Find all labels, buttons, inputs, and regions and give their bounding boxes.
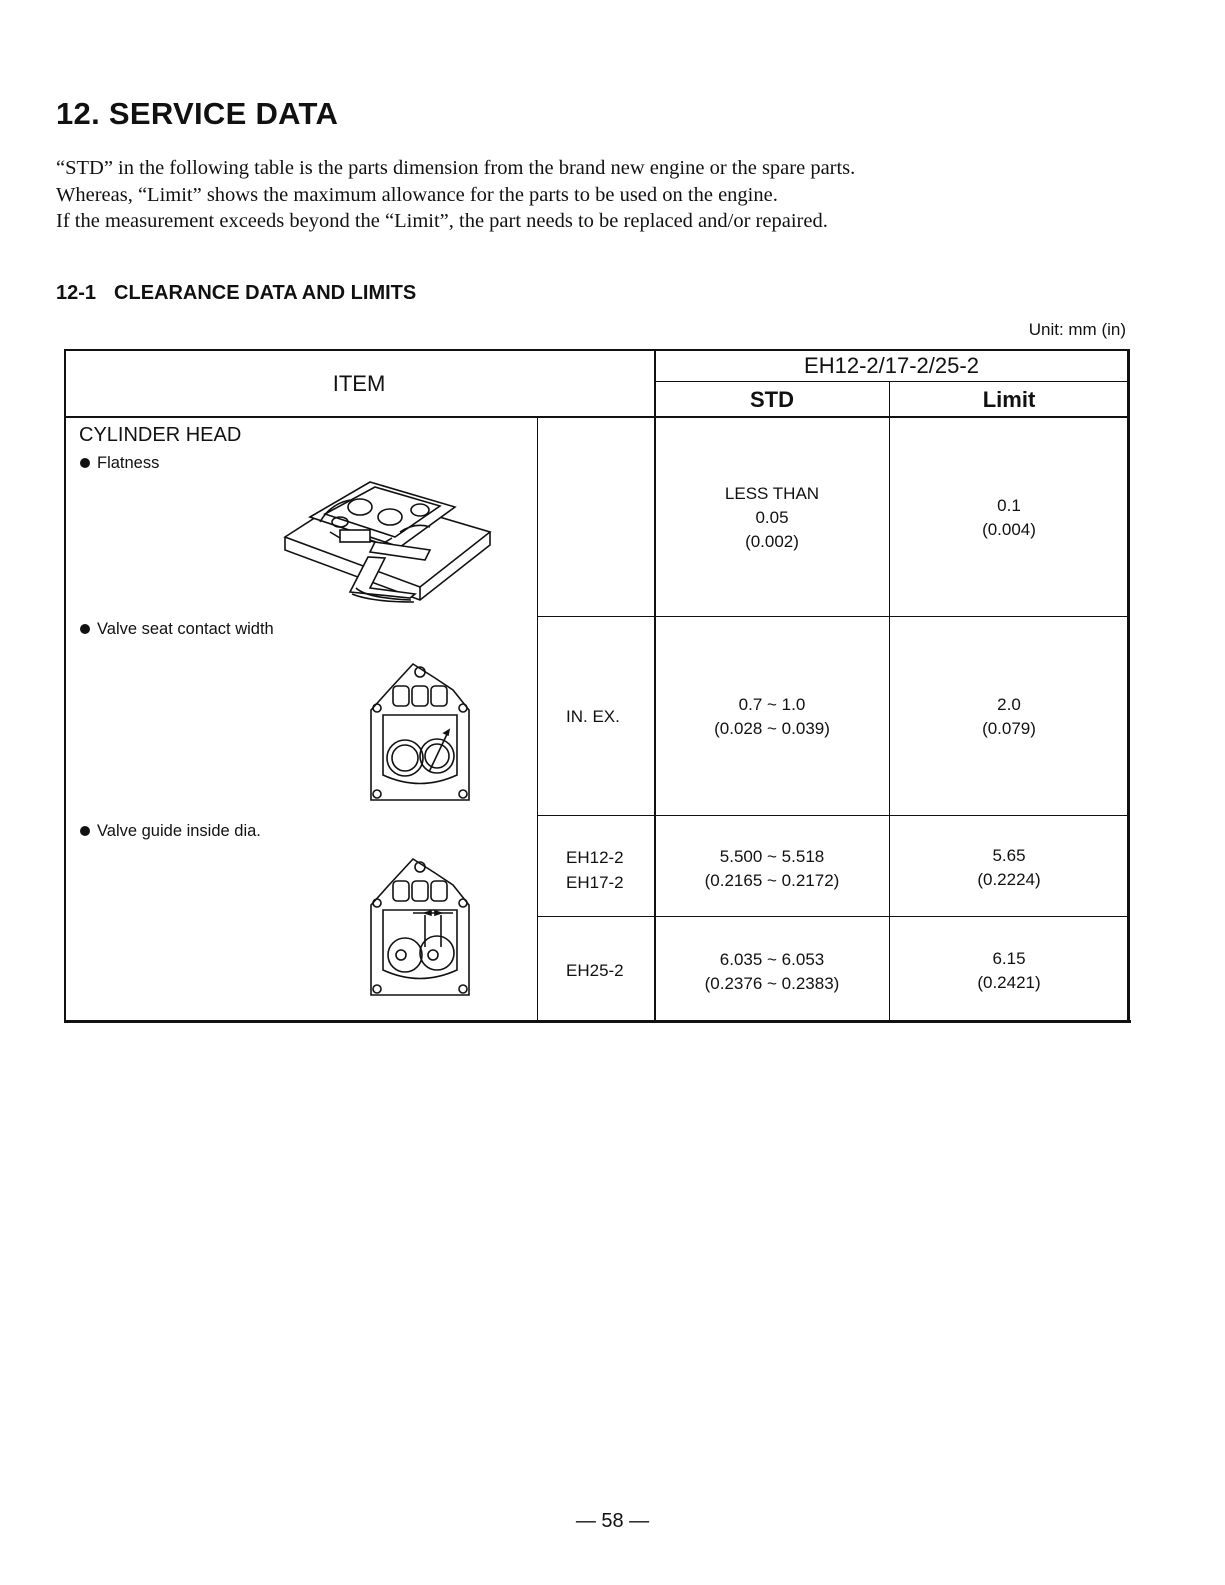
unit-note: Unit: mm (in) [1028,320,1126,339]
intro-line-replace: If the measurement exceeds beyond the “Limit”, the part needs to be replaced and/or repaired. [56,210,828,232]
row-line-2 [537,815,1129,816]
limit-valve-guide-small [890,844,1128,892]
intro-paragraph [56,155,1156,235]
table-border-left [64,349,66,1023]
row-line-3 [537,916,1129,917]
std-valve-seat-line1: 0.7 ~ 1.0 [738,695,806,714]
limit-valve-seat-line1: 2.0 [997,695,1021,714]
table-border-bottom [66,1020,1131,1023]
limit-valve-guide-large-line1: 6.15 [992,949,1026,968]
std-valve-seat-line2: (0.028 ~ 0.039) [714,719,830,738]
item-flatness [80,454,159,473]
std-valve-guide-large [655,948,889,996]
header-model: EH12-2/17-2/25-2 [804,353,979,378]
col-divider-sub [537,417,538,1023]
group-cylinder-head: CYLINDER HEAD [79,424,242,446]
std-valve-guide-small-line1: 5.500 ~ 5.518 [719,847,825,866]
sub-eh25: EH25-2 [566,961,624,980]
std-flatness-line2: 0.05 [755,508,789,527]
item-valve-seat [80,620,274,639]
limit-valve-seat-line2: (0.079) [982,719,1036,738]
intro-line-limit: Whereas, “Limit” shows the maximum allowance for the parts to be used on the engine. [56,183,778,206]
std-flatness [655,482,889,554]
cylinder-head-flatness-figure [280,462,495,612]
sub-eh12: EH12-2 [566,848,624,867]
item-valve-guide [80,822,261,841]
header-model-line [654,381,1128,382]
limit-valve-seat [890,693,1128,741]
limit-valve-guide-small-line1: 5.65 [992,846,1026,865]
intro-line-std: “STD” in the following table is the parts dimension from the brand new engine or the spare parts. [56,157,856,179]
header-item: ITEM [332,371,386,396]
section-number: 12-1 [56,282,97,304]
section-heading [56,282,416,305]
limit-valve-guide-small-line2: (0.2224) [977,870,1041,889]
limit-flatness-line1: 0.1 [997,496,1021,515]
sub-eh17: EH17-2 [566,873,624,892]
std-valve-seat [655,693,889,741]
item-flatness-label: Flatness [97,454,160,472]
limit-flatness-line2: (0.004) [982,520,1036,539]
sub-in-ex: IN. EX. [566,707,620,726]
std-flatness-line1: LESS THAN [724,484,820,503]
header-bottom-line [64,416,1129,418]
std-valve-guide-small [655,845,889,893]
row-line-1 [537,616,1129,617]
section-title: CLEARANCE DATA AND LIMITS [114,282,417,304]
limit-valve-guide-large-line2: (0.2421) [977,973,1041,992]
item-valve-guide-label: Valve guide inside dia. [97,822,261,840]
bullet-icon [80,624,90,634]
std-valve-guide-large-line1: 6.035 ~ 6.053 [719,950,825,969]
std-valve-guide-large-line2: (0.2376 ~ 0.2383) [704,974,840,993]
table-border-top [64,349,1129,351]
page-title: 12. SERVICE DATA [56,96,339,131]
col-divider-std [654,349,656,1023]
header-limit: Limit [982,387,1036,412]
valve-guide-figure [365,855,475,1003]
bullet-icon [80,458,90,468]
page-number: — 58 — [575,1510,650,1532]
std-flatness-line3: (0.002) [745,532,799,551]
bullet-icon [80,826,90,836]
std-valve-guide-small-line2: (0.2165 ~ 0.2172) [704,871,840,890]
sub-eh12-eh17 [566,845,624,895]
item-valve-seat-label: Valve seat contact width [97,620,274,638]
header-std: STD [750,387,794,412]
table-border-right [1127,349,1130,1023]
limit-flatness [890,494,1128,542]
limit-valve-guide-large [890,947,1128,995]
valve-seat-contact-figure [365,660,475,808]
